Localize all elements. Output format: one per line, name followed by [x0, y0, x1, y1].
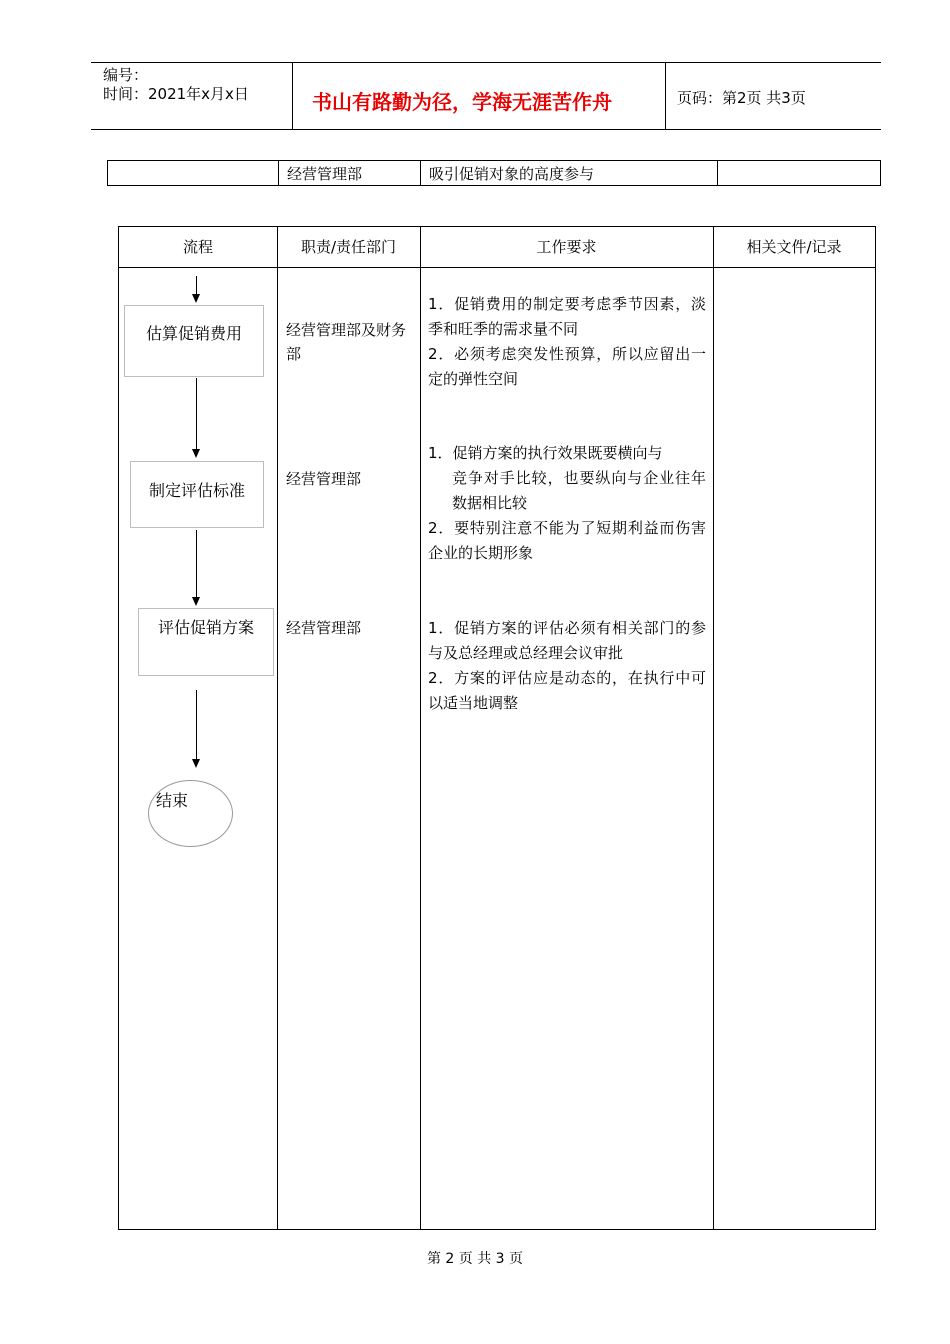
- header-motto: 书山有路勤为径，学海无涯苦作舟: [312, 90, 612, 114]
- row-3-dept: 经营管理部: [286, 619, 362, 637]
- header-flow: 流程: [182, 238, 213, 256]
- header-bottom-rule: [91, 129, 881, 130]
- row-2-dept: 经营管理部: [286, 470, 362, 488]
- continuation-requirement: 吸引促销对象的高度参与: [420, 161, 717, 185]
- row-2-requirements: [428, 441, 706, 566]
- column-rule-2: [420, 227, 421, 1229]
- continuation-records: [717, 161, 880, 185]
- flow-arrow-4: [196, 690, 197, 760]
- row-3-req-2: 2．方案的评估应是动态的，在执行中可以适当地调整: [428, 669, 706, 712]
- row-1-req-2: 2．必须考虑突发性预算，所以应留出一定的弹性空间: [428, 345, 706, 388]
- flow-step-define-criteria-label: 制定评估标准: [148, 481, 245, 500]
- column-rule-3: [713, 227, 714, 1229]
- column-rule-1: [277, 227, 278, 1229]
- header-requirements: 工作要求: [536, 238, 597, 256]
- page-footer: 第 2 页 共 3 页: [426, 1251, 524, 1267]
- row-2-req-1: 1．促销方案的执行效果既要横向与: [428, 444, 663, 462]
- row-3-req-1: 1．促销方案的评估必须有相关部门的参与及总经理或总经理会议审批: [428, 619, 706, 662]
- continuation-dept: 经营管理部: [278, 161, 420, 185]
- doc-time-label: 时间：2021年x月x日: [103, 85, 249, 103]
- flow-arrow-2: [196, 378, 197, 450]
- flow-arrow-1: [196, 276, 197, 296]
- row-2-req-1-cont: 竞争对手比较，也要纵向与企业往年数据相比较: [452, 469, 706, 512]
- row-2-req-2: 2．要特别注意不能为了短期利益而伤害企业的长期形象: [428, 519, 706, 562]
- flow-step-evaluate-plan-label: 评估促销方案: [157, 618, 254, 637]
- flow-step-define-criteria: [130, 461, 264, 528]
- flow-arrowhead-4: [192, 759, 200, 768]
- header-divider-left: [292, 62, 293, 129]
- row-1-req-1: 1．促销费用的制定要考虑季节因素，淡季和旺季的需求量不同: [428, 295, 706, 338]
- header-row-rule: [119, 267, 875, 268]
- flow-arrowhead-3: [192, 597, 200, 606]
- row-1-requirements: [428, 292, 706, 392]
- flow-step-evaluate-plan: [138, 608, 274, 676]
- continuation-row: [107, 160, 881, 186]
- flow-end-label: 结束: [156, 791, 189, 810]
- header-page-label: 页码：第2页 共3页: [677, 89, 806, 107]
- doc-number-label: 编号：: [103, 66, 149, 84]
- header-divider-right: [665, 62, 666, 129]
- flow-arrowhead-1: [192, 294, 200, 303]
- header-top-rule: [91, 62, 881, 63]
- flow-arrowhead-2: [192, 449, 200, 458]
- flow-step-estimate-cost-label: 估算促销费用: [145, 324, 242, 343]
- header-dept: 职责/责任部门: [300, 238, 397, 256]
- row-1-dept: 经营管理部及财务部: [286, 321, 407, 363]
- row-3-requirements: [428, 616, 706, 716]
- flow-step-estimate-cost: [124, 305, 264, 377]
- header-records: 相关文件/记录: [746, 238, 842, 256]
- flow-arrow-3: [196, 530, 197, 598]
